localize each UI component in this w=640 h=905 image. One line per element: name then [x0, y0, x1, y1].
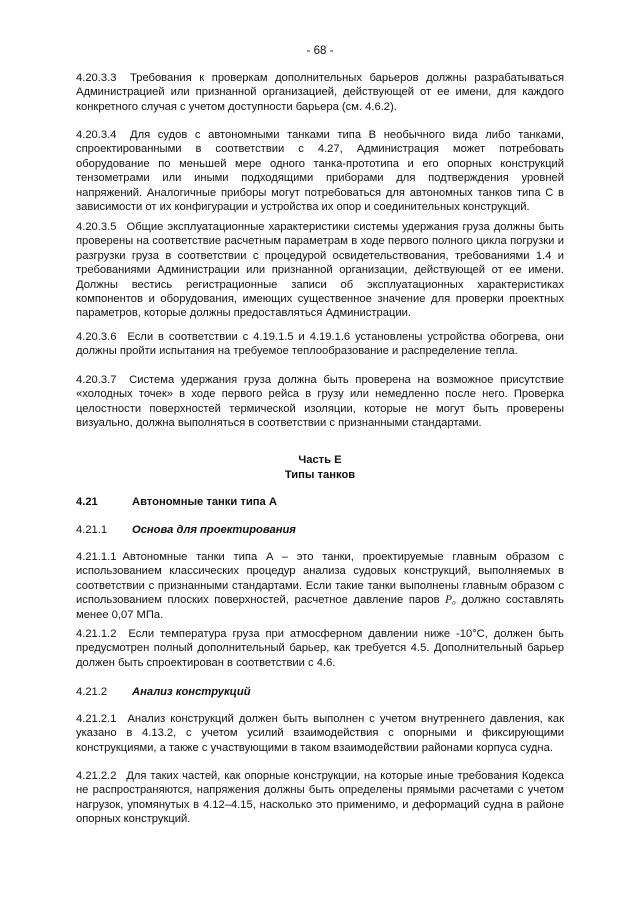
paragraph-4-21-1-1 [76, 550, 564, 622]
paragraph-4-20-3-3 [76, 71, 564, 114]
paragraph-text: Общие эксплуатационные характеристики системы удержания груза должны быть проверены на соответствие расчетным параметрам в ходе первого полного цикла погрузки и разгрузки груза в соответствии с процедурой освидетельствования, требованиями 1.4 и требованиями Администрации или признанной организации, действующей от ее имени. Должны вестись регистрационные записи об эксплуатационных характеристиках компонентов и оборудования, имеющих существенное значение для проверки проектных параметров, которые должны предоставляться Администрации. [76, 221, 564, 320]
paragraph-number: 4.21.1.2 [76, 628, 117, 640]
subsection-title: Основа для проектирования [132, 524, 296, 536]
paragraph-text: Требования к проверкам дополнительных барьеров должны разрабатываться Администрацией или признанной организацией, действующей от ее имени, для каждого конкретного случая с учетом доступности барьера (см. 4.6.2). [76, 72, 565, 113]
paragraph-number: 4.20.3.4 [76, 129, 117, 141]
paragraph-4-21-1-2 [76, 627, 564, 670]
paragraph-4-20-3-5 [76, 220, 564, 321]
paragraph-number: 4.20.3.3 [76, 72, 117, 84]
paragraph-text: Для таких частей, как опорные конструкции, на которые иные требования Кодекса не распространяются, напряжения должны быть определены прямыми расчетами с учетом нагрузок, упомянутых в 4.12–4.15, насколько это применимо, и деформаций судна в районе опорных конструкций. [76, 770, 564, 826]
part-subtitle: Типы танков [284, 469, 356, 481]
paragraph-number: 4.20.3.5 [76, 221, 117, 233]
paragraph-text: Если в соответствии с 4.19.1.5 и 4.19.1.6 установлены устройства обогрева, они должны пройти испытания на требуемое теплообразование и распределение тепла. [76, 331, 565, 358]
paragraph-4-21-2-2 [76, 769, 564, 827]
subsection-number: 4.21.1 [76, 524, 108, 536]
subsection-number: 4.21.2 [76, 686, 108, 698]
subsection-heading-4-21-1 [76, 523, 564, 537]
paragraph-text: Система удержания груза должна быть проверена на возможное присутствие «холодных точек» в ходе первого рейса в грузу или немедленно после него. Проверка целостности поверхностей термической изоляции, которые не могут быть проверены визуально, должна выполняться в соответствии с признанными стандартами. [76, 374, 564, 430]
subsection-heading-4-21-2 [76, 685, 564, 699]
paragraph-number: 4.21.1.1 [76, 551, 117, 563]
paragraph-text: Если температура груза при атмосферном давлении ниже -10°C, должен быть предусмотрен полный дополнительный барьер, как требуется 4.5. Дополнительный барьер должен быть спроектирован в соответствии с 4.6. [76, 628, 565, 669]
paragraph-text-b: должно составлять менее 0,07 МПа. [76, 594, 564, 621]
paragraph-text: Для судов с автономными танками типа B необычного вида либо танками, спроектированными в соответствии с 4.27, Администрация может потребовать оборудование по меньшей мере одного танка-прототипа и его опорных конструкций тензометрами или иными подходящими приборами для подтверждения уровней напряжений. Аналогичные приборы могут потребоваться для автономных танков типа C в зависимости от их конфигурации и устройства их опор и соединительных конструкций. [76, 129, 565, 214]
section-title: Автономные танки типа A [132, 496, 277, 508]
paragraph-number: 4.21.2.1 [76, 713, 117, 725]
paragraph-4-21-2-1 [76, 712, 564, 755]
section-number: 4.21 [76, 496, 98, 508]
paragraph-4-20-3-4 [76, 128, 564, 214]
part-title: Часть E [298, 454, 342, 466]
paragraph-text-a: Автономные танки типа A – это танки, проектируемые главным образом с использованием классических процедур анализа судовых конструкций, выполняемых в соответствии с признанными стандартами. Если такие танки выполнены главным образом с использованием плоских поверхностей, расчетное давление паров [76, 551, 564, 607]
pressure-symbol: P₀ [445, 594, 456, 607]
paragraph-number: 4.20.3.7 [76, 374, 117, 386]
paragraph-number: 4.21.2.2 [76, 770, 117, 782]
subsection-title: Анализ конструкций [132, 686, 251, 698]
paragraph-4-20-3-6 [76, 330, 564, 359]
paragraph-number: 4.20.3.6 [76, 331, 117, 343]
paragraph-text: Анализ конструкций должен быть выполнен с учетом внутреннего давления, как указано в 4.13.2, с учетом усилий взаимодействия с опорными и фиксирующими конструкциями, а также с участвующими в таком взаимодействии районами корпуса судна. [76, 713, 564, 754]
paragraph-4-20-3-7 [76, 373, 564, 431]
page-number: - 68 - [306, 45, 334, 57]
section-heading-4-21 [76, 495, 564, 509]
